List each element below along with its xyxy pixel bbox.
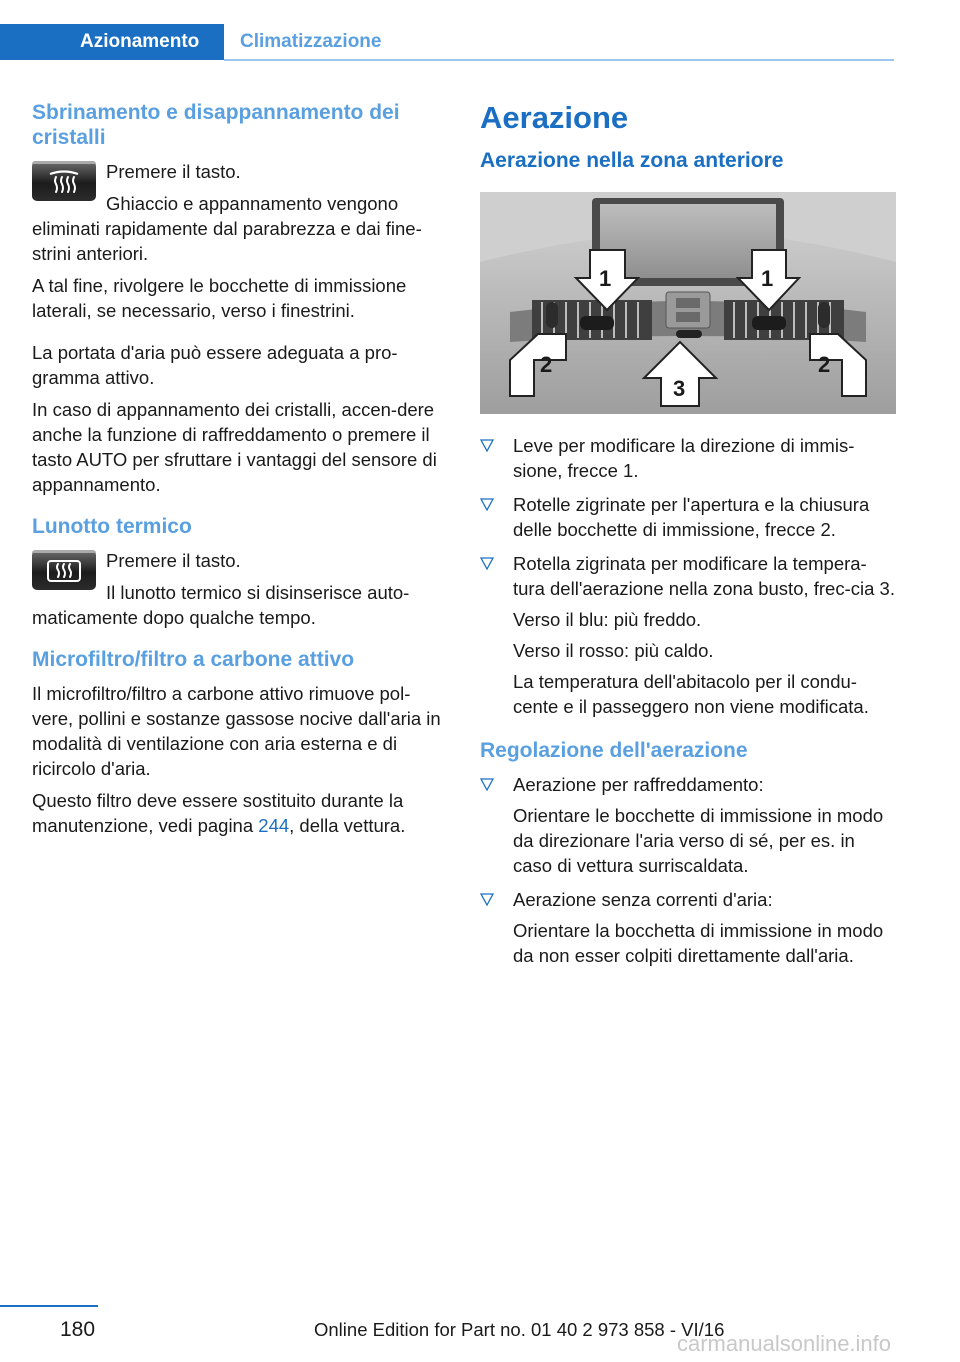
rear-window-instruction: Premere il tasto.: [106, 550, 241, 571]
rear-window-heater-button-icon: [32, 550, 96, 590]
vent-label: 1: [599, 266, 612, 291]
defrost-text-3: La portata d'aria può essere adeguata a pro‐gramma attivo.: [32, 342, 398, 388]
rear-window-text: Il lunotto termico si disinserisce auto‐maticamente dopo qualche tempo.: [32, 582, 410, 628]
bullet-text: Aerazione per raffreddamento:: [513, 774, 764, 795]
vent-label: 2: [540, 352, 553, 377]
bullet-text: Rotella zigrinata per modificare la tempera‐tura dell'aerazione nella zona busto, frec‐cia 3.: [513, 553, 895, 599]
triangle-bullet-icon: [480, 439, 494, 452]
list-item: [480, 887, 896, 968]
vent-label: 2: [818, 352, 831, 377]
triangle-bullet-icon: [480, 557, 494, 570]
front-defrost-button-icon: [32, 161, 96, 201]
front-ventilation-subheading: Aerazione nella zona anteriore: [480, 149, 784, 172]
defrost-text-2: A tal fine, rivolgere le bocchette di immissione laterali, se necessario, verso i finestrini.: [32, 275, 407, 321]
adjust-ventilation-heading: Regolazione dell'aerazione: [480, 739, 748, 762]
triangle-bullet-icon: [480, 498, 494, 511]
bullet-text: Rotelle zigrinate per l'apertura e la chiusura delle bocchette di immissione, frecce 2.: [513, 494, 870, 540]
page-number: 180: [60, 1318, 96, 1341]
watermark: carmanualsonline.info: [677, 1331, 892, 1356]
vent-controls-list: [480, 433, 896, 719]
footer-divider: [0, 1305, 98, 1307]
bullet-text: Leve per modificare la direzione di immis‐sione, frecce 1.: [513, 435, 855, 481]
bullet-subtext: Verso il rosso: più caldo.: [513, 640, 714, 661]
adjust-list: [480, 772, 896, 968]
list-item: [480, 492, 896, 542]
list-item: [480, 551, 896, 719]
list-item: [480, 433, 896, 483]
edition-info: Online Edition for Part no. 01 40 2 973 858 - VI/16: [314, 1319, 725, 1340]
ventilation-heading: Aerazione: [480, 100, 629, 135]
defrost-block: [32, 159, 450, 273]
bullet-text: Aerazione senza correnti d'aria:: [513, 889, 773, 910]
triangle-bullet-icon: [480, 893, 494, 906]
list-item: [480, 772, 896, 878]
defrost-text-4: In caso di appannamento dei cristalli, accen‐dere anche la funzione di raffreddamento o premere il tasto AUTO per sfruttare i vantaggi del sensore di appannamento.: [32, 399, 437, 495]
left-column: [32, 100, 450, 845]
dashboard-vents-illustration: [480, 192, 896, 414]
page-link[interactable]: 244: [258, 815, 290, 836]
filter-text-2: [32, 788, 450, 838]
filter-text-2-end: , della vettura.: [289, 815, 406, 836]
defrost-text-1: Ghiaccio e appannamento vengono eliminati rapidamente dal parabrezza e dai fine‐strini anteriori.: [32, 193, 422, 264]
filter-heading: Microfiltro/filtro a carbone attivo: [32, 648, 355, 671]
defrost-heading: Sbrinamento e disappannamento dei cristalli: [32, 101, 400, 149]
right-column: [480, 100, 896, 977]
defrost-instruction: Premere il tasto.: [106, 161, 241, 182]
section-tab[interactable]: Climatizzazione: [240, 31, 382, 52]
bullet-subtext: Verso il blu: più freddo.: [513, 609, 702, 630]
page-header: [0, 24, 894, 62]
filter-text-2-start: Questo filtro deve essere sostituito durante la manutenzione, vedi pagina: [32, 790, 404, 836]
rear-window-heading: Lunotto termico: [32, 515, 192, 538]
header-divider: [224, 59, 894, 61]
triangle-bullet-icon: [480, 778, 494, 791]
bullet-subtext: Orientare le bocchette di immissione in modo da direzionare l'aria verso di sé, per es. in caso di vettura surriscaldata.: [513, 805, 884, 876]
rear-window-block: [32, 548, 450, 637]
vent-label: 1: [761, 266, 774, 291]
bullet-subtext: Orientare la bocchetta di immissione in modo da non esser colpiti direttamente dall'aria.: [513, 920, 884, 966]
bullet-subtext: La temperatura dell'abitacolo per il condu‐cente e il passeggero non viene modificata.: [513, 671, 869, 717]
chapter-tab[interactable]: Azionamento: [0, 24, 224, 60]
vent-label: 3: [673, 376, 686, 401]
filter-text-1: Il microfiltro/filtro a carbone attivo rimuove pol‐vere, pollini e sostanze gassose nocive dall'aria in modalità di ventilazione con aria esterna e di ricircolo d'aria.: [32, 683, 441, 779]
